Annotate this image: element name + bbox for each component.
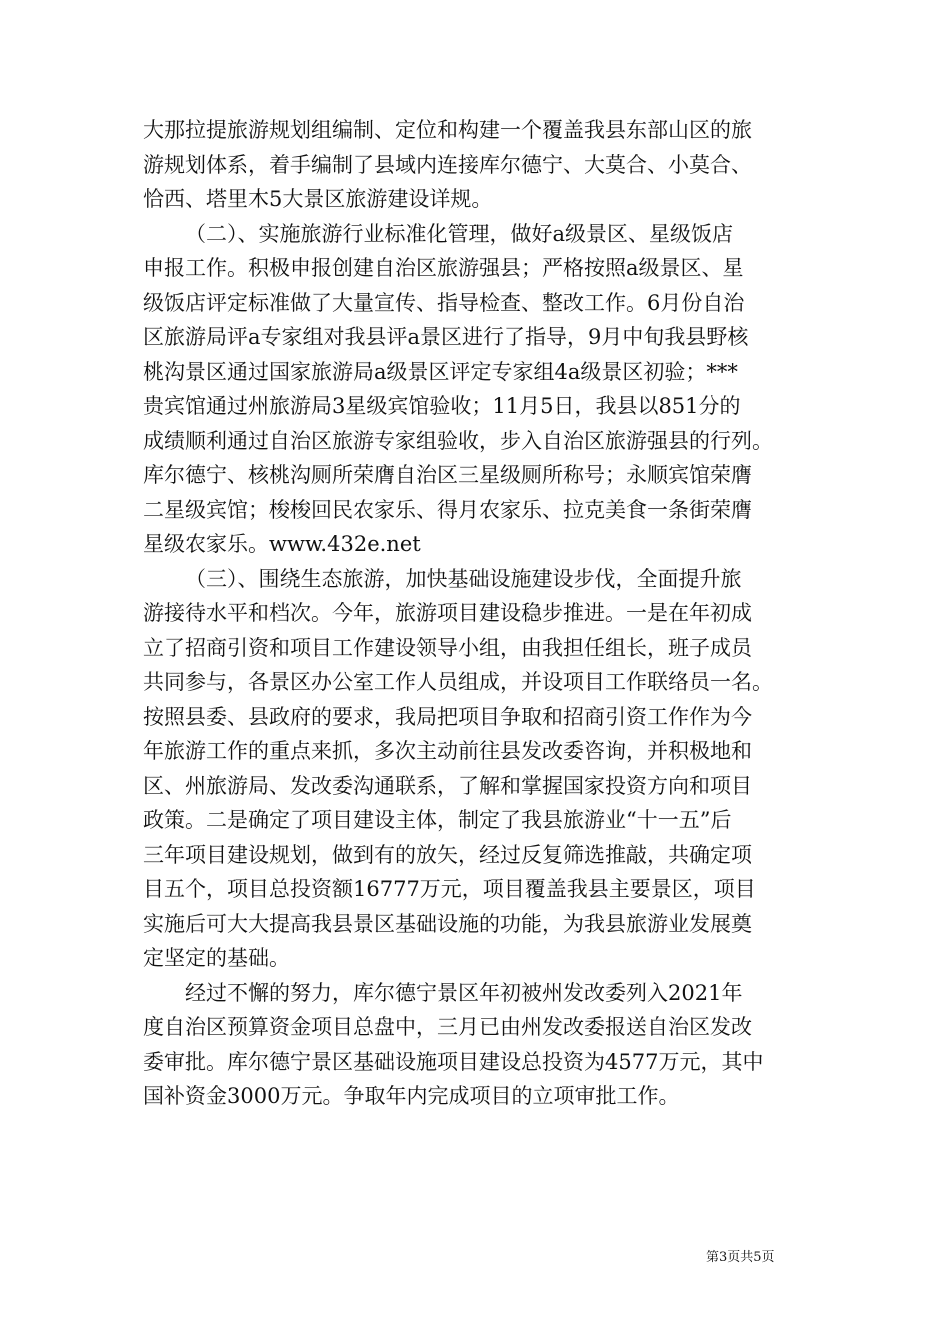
text-line: 度自治区预算资金项目总盘中，三月已由州发改委报送自治区发改 [143, 1015, 752, 1039]
text-line: 级饭店评定标准做了大量宣传、指导检查、整改工作。6月份自治 [143, 290, 745, 315]
text-line: 国补资金3000万元。争取年内完成项目的立项审批工作。 [143, 1084, 680, 1108]
document-body [143, 113, 811, 1114]
text-line: 三年项目建设规划，做到有的放矢，经过反复筛选推敲，共确定项 [143, 842, 752, 867]
text-line: 申报工作。积极申报创建自治区旅游强县；严格按照a级景区、星 [143, 256, 744, 280]
paragraph-start-line: （三）、围绕生态旅游，加快基础设施建设步伐，全面提升旅 [185, 566, 742, 591]
text-line: 立了招商引资和项目工作建设领导小组，由我担任组长，班子成员 [143, 635, 752, 660]
text-line: 区旅游局评a专家组对我县评a景区进行了指导，9月中旬我县野核 [143, 325, 749, 349]
text-line: 委审批。库尔德宁景区基础设施项目建设总投资为4577万元，其中 [143, 1049, 764, 1074]
text-line: 共同参与，各景区办公室工作人员组成，并设项目工作联络员一名。 [143, 670, 773, 694]
text-line: 贵宾馆通过州旅游局3星级宾馆验收；11月5日，我县以851分的 [143, 394, 741, 418]
text-line: 政策。二是确定了项目建设主体，制定了我县旅游业“十一五”后 [143, 808, 732, 832]
text-line: 年旅游工作的重点来抓，多次主动前往县发改委咨询，并积极地和 [143, 739, 752, 763]
text-line: 区、州旅游局、发改委沟通联系，了解和掌握国家投资方向和项目 [143, 773, 752, 798]
text-line: 按照县委、县政府的要求，我局把项目争取和招商引资工作作为今 [143, 704, 752, 729]
text-line: 库尔德宁、核桃沟厕所荣膺自治区三星级厕所称号；永顺宾馆荣膺 [143, 463, 752, 487]
text-line: 游规划体系，着手编制了县域内连接库尔德宁、大莫合、小莫合、 [143, 152, 752, 177]
text-line: 二星级宾馆；梭梭回民农家乐、得月农家乐、拉克美食一条街荣膺 [143, 497, 752, 522]
page-number-footer: 第3页共5页 [706, 1250, 775, 1265]
text-line: 星级农家乐。www.432e.net [143, 532, 421, 556]
text-line: 恰西、塔里木5大景区旅游建设详规。 [143, 187, 493, 211]
text-line: 定坚定的基础。 [143, 946, 290, 970]
paragraph-start-line: （二）、实施旅游行业标准化管理，做好a级景区、星级饭店 [185, 221, 734, 246]
text-line: 目五个，项目总投资额16777万元，项目覆盖我县主要景区，项目 [143, 877, 756, 901]
text-line: 大那拉提旅游规划组编制、定位和构建一个覆盖我县东部山区的旅 [143, 118, 752, 142]
paragraph-start-line: 经过不懈的努力，库尔德宁景区年初被州发改委列入2021年 [185, 980, 743, 1005]
text-line: 游接待水平和档次。今年，旅游项目建设稳步推进。一是在年初成 [143, 601, 752, 625]
text-line: 实施后可大大提高我县景区基础设施的功能，为我县旅游业发展奠 [143, 911, 752, 936]
text-line: 桃沟景区通过国家旅游局a级景区评定专家组4a级景区初验；*** [143, 359, 738, 384]
text-line: 成绩顺利通过自治区旅游专家组验收，步入自治区旅游强县的行列。 [143, 428, 773, 453]
